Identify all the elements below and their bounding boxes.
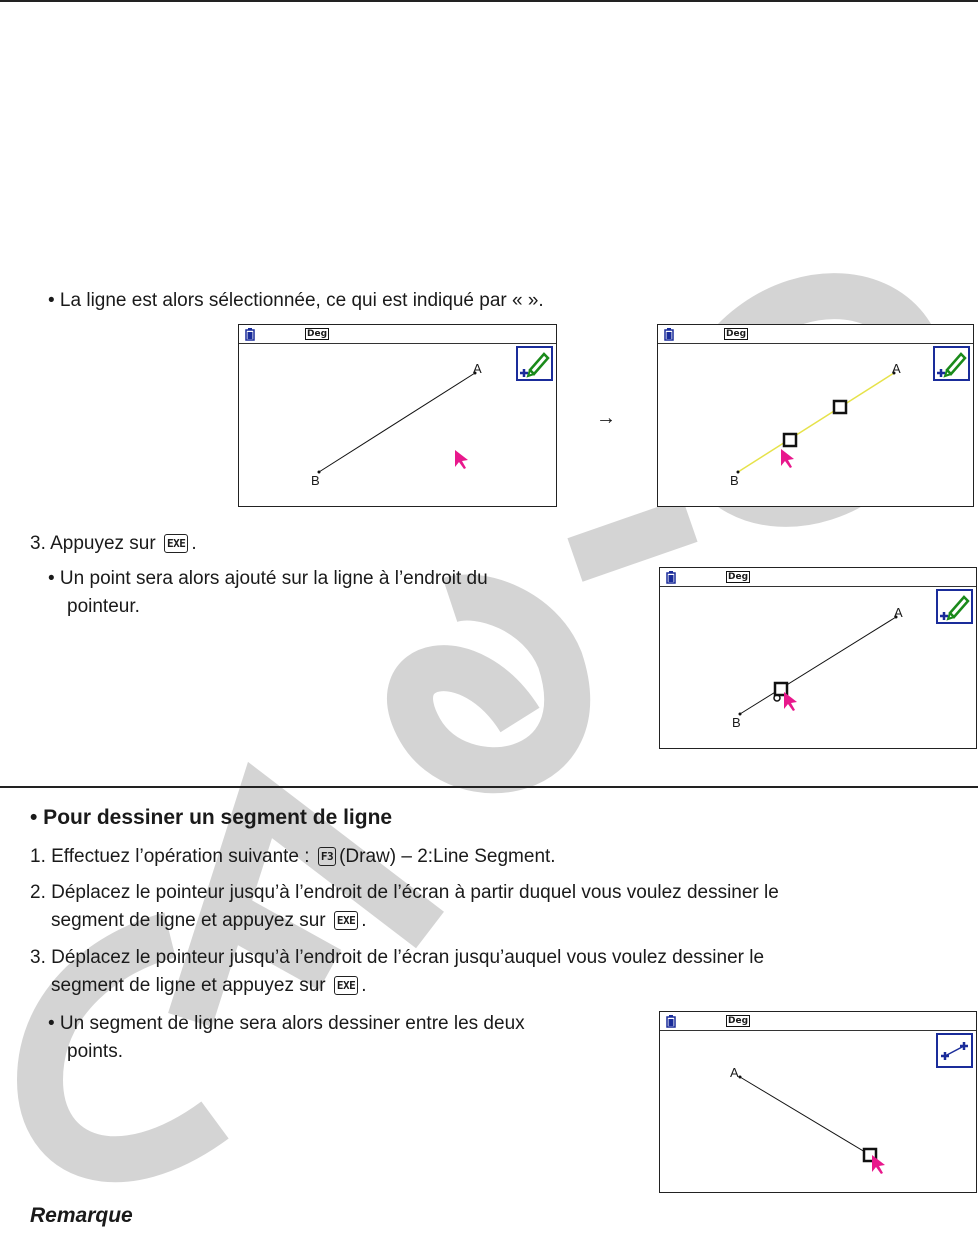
angle-mode: Deg — [726, 329, 747, 339]
step1-draw — [30, 843, 556, 871]
section-heading: • Pour dessiner un segment de ligne — [30, 806, 393, 829]
bullet-segment-1: • Un segment de ligne sera alors dessiner entre les deux — [48, 1013, 525, 1034]
segment-ab — [740, 1077, 870, 1155]
step2-line2-prefix: segment de ligne et appuyez sur — [51, 910, 326, 931]
geometry-canvas — [239, 325, 557, 507]
remark-heading: Remarque — [30, 1204, 133, 1227]
calc-screen-1 — [238, 324, 557, 507]
label-a: A — [892, 361, 901, 376]
angle-mode: Deg — [307, 329, 328, 339]
f3-key-icon: F3 — [318, 847, 336, 866]
label-a: A — [894, 605, 903, 620]
step1-suffix: (Draw) – 2:Line Segment. — [339, 846, 556, 867]
step3-line1: 3. Déplacez le pointeur jusqu’à l’endroit de l’écran jusqu’auquel vous voulez dessiner le — [30, 947, 765, 968]
pointer-icon — [455, 450, 468, 469]
geometry-canvas — [660, 568, 977, 749]
pointer-icon — [784, 692, 797, 711]
pointer-icon — [872, 1155, 885, 1174]
bullet-segment-2: points. — [67, 1041, 123, 1062]
step2-line2-suffix: . — [361, 910, 367, 931]
label-a: A — [473, 361, 482, 376]
selection-handle — [784, 434, 796, 446]
line-ab — [319, 373, 475, 472]
calc-screen-3 — [659, 567, 977, 749]
calc-screen-2 — [657, 324, 974, 507]
label-b: B — [730, 473, 739, 488]
geometry-canvas — [660, 1012, 977, 1193]
selection-handle — [834, 401, 846, 413]
step3-line2 — [51, 972, 367, 1000]
section-rule — [0, 786, 978, 788]
arrow: → — [596, 407, 616, 429]
label-b: B — [311, 473, 320, 488]
step3-line2-prefix: segment de ligne et appuyez sur — [51, 975, 326, 996]
bullet-point-added-2: pointeur. — [67, 596, 140, 617]
line-ab — [740, 617, 896, 714]
selected-line-ab — [738, 373, 894, 472]
exe-key-icon: EXE — [334, 976, 358, 995]
geometry-canvas — [658, 325, 974, 507]
exe-key-icon: EXE — [334, 911, 358, 930]
step3-prefix: 3. Appuyez sur — [30, 533, 156, 554]
step1-prefix: 1. Effectuez l’opération suivante : — [30, 846, 310, 867]
step2-line1: 2. Déplacez le pointeur jusqu’à l’endroit de l’écran à partir duquel vous voulez dessiner le — [30, 882, 779, 903]
bullet-point-added-1: • Un point sera alors ajouté sur la ligne à l’endroit du — [48, 568, 488, 589]
pointer-icon — [781, 449, 794, 468]
angle-mode: Deg — [728, 572, 749, 582]
step3-exe — [30, 530, 197, 558]
label-a: A — [730, 1065, 739, 1080]
angle-mode: Deg — [728, 1016, 749, 1026]
calc-screen-4 — [659, 1011, 977, 1193]
step3-suffix: . — [191, 533, 197, 554]
step2-line2 — [51, 907, 367, 935]
label-b: B — [732, 715, 741, 730]
bullet-selected: • La ligne est alors sélectionnée, ce qui est indiqué par « ». — [48, 290, 544, 311]
top-rule — [0, 0, 978, 2]
exe-key-icon: EXE — [164, 534, 188, 553]
step3-line2-suffix: . — [361, 975, 367, 996]
